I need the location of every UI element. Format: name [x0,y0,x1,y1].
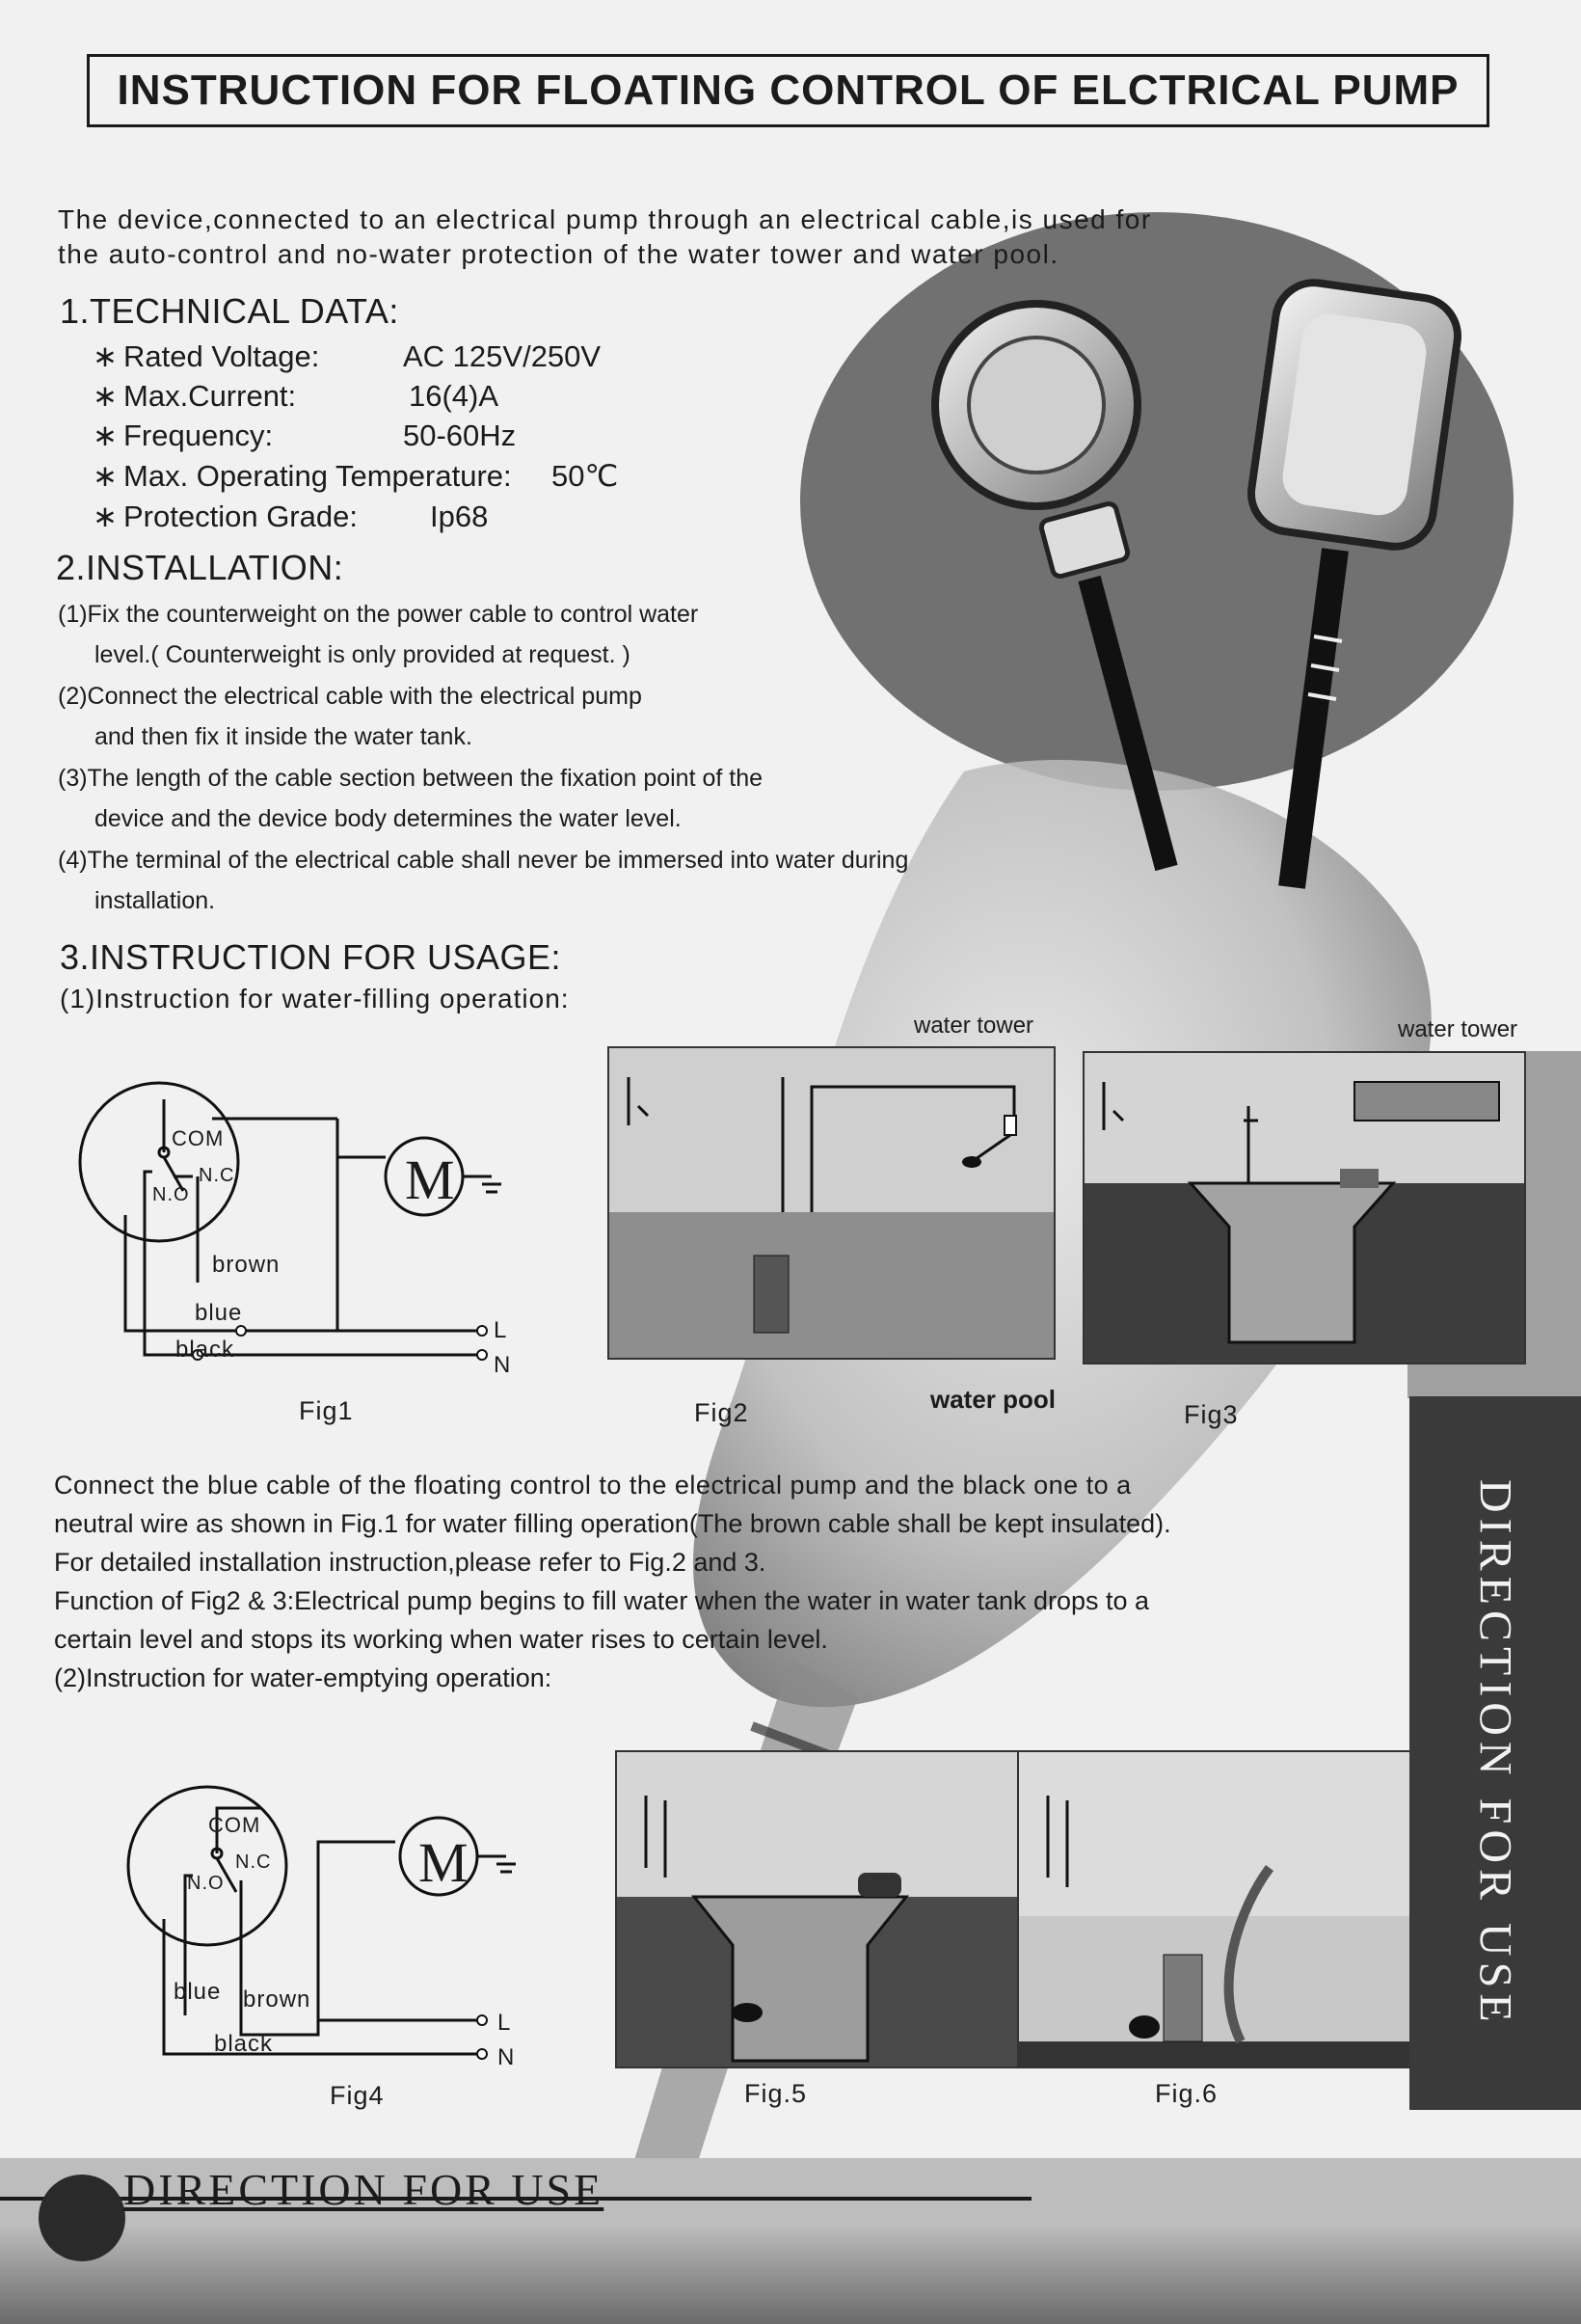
spec-value: 50-60Hz [403,419,517,452]
installation-line: (1)Fix the counterweight on the power cable to control water [58,601,699,628]
usage-subheading-emptying: (2)Instruction for water-emptying operation: [54,1663,552,1692]
spec-value: 16(4)A [409,379,499,413]
footer-bullet [39,2175,125,2261]
fig1-blue-label: blue [195,1300,243,1326]
fig4-wiring-diagram [125,1784,549,2073]
page-title: INSTRUCTION FOR FLOATING CONTROL OF ELCTRICAL PUMP [117,67,1460,114]
installation-line: installation. [94,887,216,914]
spec-label: Frequency: [123,419,274,452]
installation-line: device and the device body determines the water level. [94,805,682,832]
installation-line: (4)The terminal of the electrical cable shall never be immersed into water during [58,847,909,874]
usage-body-line: neutral wire as shown in Fig.1 for water filling operation(The brown cable shall be kept insulated). [54,1509,1171,1538]
installation-line: level.( Counterweight is only provided at request. ) [94,641,630,668]
fig2-water-tower-label: water tower [914,1013,1034,1039]
fig4-black-label: black [214,2031,274,2057]
spec-label: Max.Current: [123,379,297,413]
fig1-brown-label: brown [212,1252,281,1278]
usage-body-line: Function of Fig2 & 3:Electrical pump begins to fill water when the water in water tank drops to a [54,1586,1150,1615]
fig4-L-label: L [497,2010,512,2036]
fig1-no-label: N.O [152,1184,190,1205]
fig1-black-label: black [175,1337,235,1363]
fig6-illustration [1017,1750,1412,2068]
spec-bullet: ∗ [93,500,118,533]
spec-bullet: ∗ [93,379,118,413]
title-box [87,54,1489,127]
spec-bullet: ∗ [93,459,118,493]
fig3-label: Fig3 [1184,1400,1239,1429]
fig4-blue-label: blue [174,1979,222,2005]
intro-line-2: the auto-control and no-water protection of the water tower and water pool. [58,239,1059,269]
fig4-no-label: N.O [187,1873,225,1894]
fig3-illustration [1083,1051,1526,1365]
fig5-label: Fig.5 [744,2079,808,2108]
footer-text: DIRECTION FOR USE [123,2165,604,2214]
fig3-water-tower-label: water tower [1398,1016,1518,1042]
fig4-nc-label: N.C [235,1851,272,1873]
spec-value: Ip68 [430,500,489,533]
spec-label: Max. Operating Temperature: [123,459,512,493]
fig1-motor-symbol: M [405,1148,455,1211]
usage-body-line: Connect the blue cable of the floating control to the electrical pump and the black one to a [54,1471,1132,1500]
fig2-water-pool-label: water pool [930,1385,1057,1414]
fig6-label: Fig.6 [1155,2079,1219,2108]
fig1-N-label: N [494,1352,512,1378]
spec-value: AC 125V/250V [403,339,602,373]
fig4-com-label: COM [208,1813,261,1837]
fig4-N-label: N [497,2044,516,2070]
usage-body-line: certain level and stops its working when water rises to certain level. [54,1625,828,1654]
usage-heading: 3.INSTRUCTION FOR USAGE: [60,937,562,977]
side-tab-text: DIRECTION FOR USE [1469,1478,1521,2028]
technical-data-heading: 1.TECHNICAL DATA: [60,291,399,331]
fig1-nc-label: N.C [199,1165,235,1186]
fig2-label: Fig2 [694,1398,749,1427]
spec-bullet: ∗ [93,339,118,373]
fig1-com-label: COM [172,1126,225,1150]
spec-bullet: ∗ [93,419,118,452]
fig1-L-label: L [494,1317,508,1343]
fig5-illustration [615,1750,1025,2068]
usage-subheading-filling: (1)Instruction for water-filling operation: [60,984,570,1013]
intro-line-1: The device,connected to an electrical pump through an electrical cable,is used for [58,204,1152,234]
installation-line: (2)Connect the electrical cable with the electrical pump [58,683,642,710]
installation-line: and then fix it inside the water tank. [94,723,472,750]
spec-label: Protection Grade: [123,500,358,533]
usage-body-line: For detailed installation instruction,please refer to Fig.2 and 3. [54,1548,766,1577]
side-tab-text-wrap [1409,1396,1581,2110]
installation-heading: 2.INSTALLATION: [56,548,344,587]
spec-value: 50℃ [551,459,619,493]
fig2-illustration [607,1046,1056,1360]
spec-label: Rated Voltage: [123,339,320,373]
fig4-label: Fig4 [330,2081,385,2110]
fig4-motor-symbol: M [418,1831,469,1894]
fig1-label: Fig1 [299,1396,354,1425]
fig1-wiring-diagram [77,1080,540,1398]
installation-line: (3)The length of the cable section between the fixation point of the [58,765,764,792]
fig4-brown-label: brown [243,1986,311,2013]
